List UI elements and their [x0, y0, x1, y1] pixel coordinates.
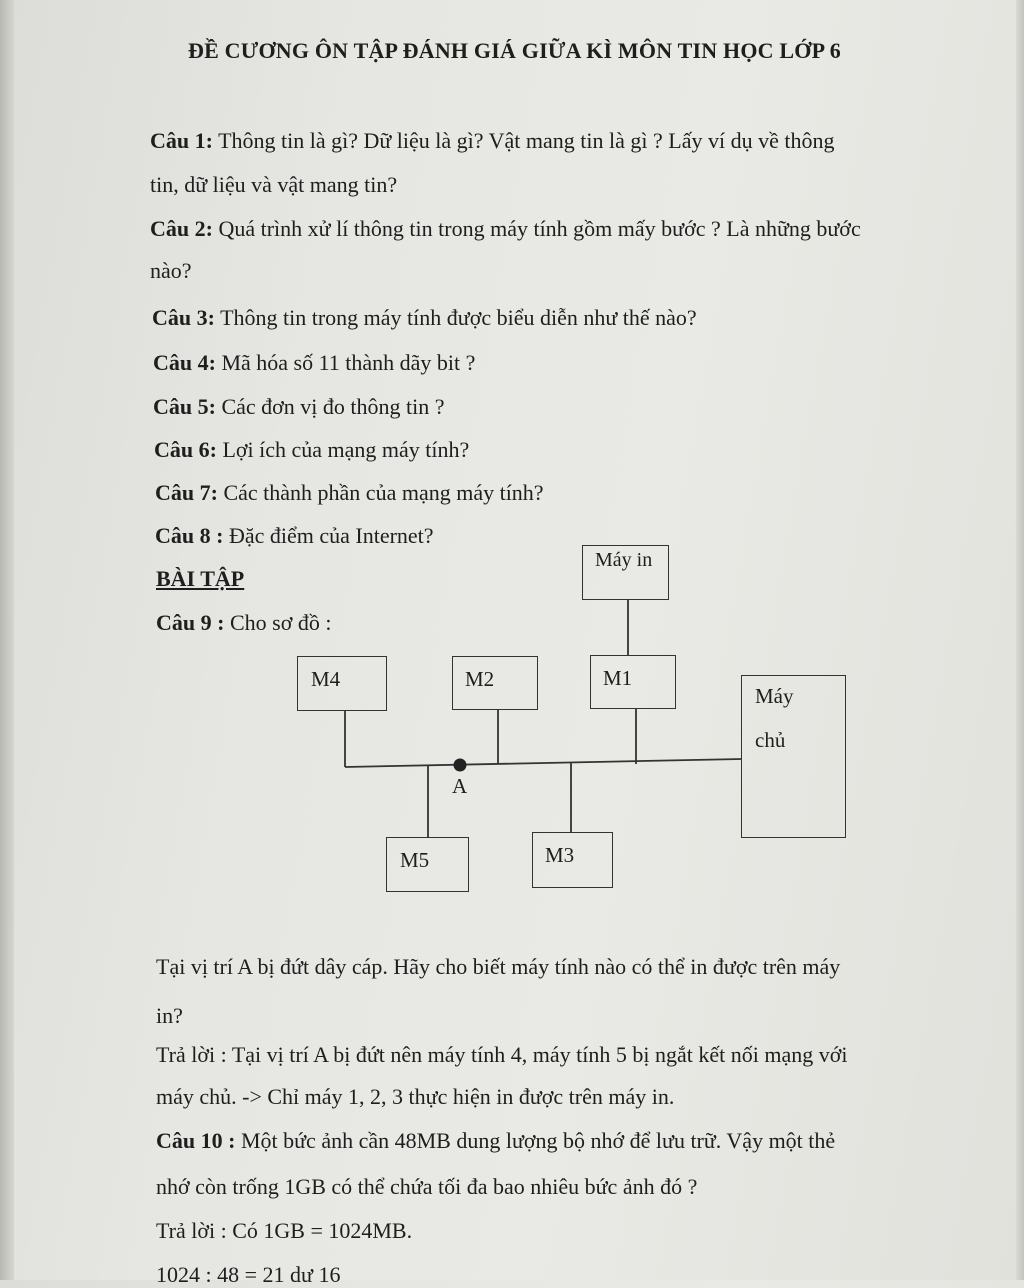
question-1-line-1 [150, 128, 834, 154]
printer-box [582, 545, 669, 600]
m4-box [297, 656, 387, 711]
question-label: Câu 9 : [156, 610, 225, 635]
question-text: Lợi ích của mạng máy tính? [222, 437, 470, 462]
server-label-line-2: chủ [755, 728, 786, 752]
question-label: Câu 6: [154, 437, 217, 462]
question-10-line-1 [156, 1128, 835, 1154]
question-text: Một bức ảnh cần 48MB dung lượng bộ nhớ để lưu trữ. Vậy một thẻ [240, 1128, 836, 1153]
question-2-line-2: nào? [150, 258, 192, 283]
question-9-intro [156, 610, 331, 636]
break-point-a [454, 759, 467, 772]
question-4 [153, 350, 475, 376]
page-edge [1016, 0, 1024, 1280]
question-7 [155, 480, 544, 506]
document-title: ĐỀ CƯƠNG ÔN TẬP ĐÁNH GIÁ GIỮA KÌ MÔN TIN HỌC LỚP 6 [188, 38, 841, 63]
m2-box [452, 656, 538, 710]
answer-10-line-1: Trả lời : Có 1GB = 1024MB. [156, 1218, 413, 1243]
question-label: Câu 8 : [155, 523, 224, 548]
server-label-line-1: Máy [755, 684, 794, 708]
answer-9-line-1: Trả lời : Tại vị trí A bị đứt nên máy tính 4, máy tính 5 bị ngắt kết nối mạng với [156, 1042, 848, 1067]
question-label: Câu 10 : [156, 1128, 236, 1153]
question-text: Các thành phần của mạng máy tính? [223, 480, 544, 505]
question-8 [155, 523, 434, 549]
question-label: Câu 7: [155, 480, 218, 505]
m4-label: M4 [311, 667, 341, 691]
question-text: Quá trình xử lí thông tin trong máy tính gồm mấy bước ? Là những bước [218, 216, 861, 241]
question-9-line-2: in? [156, 1003, 183, 1028]
printer-label: Máy in [595, 549, 653, 571]
question-label: Câu 2: [150, 216, 213, 241]
question-text: Cho sơ đồ : [229, 610, 332, 635]
answer-9-line-2: máy chủ. -> Chỉ máy 1, 2, 3 thực hiện in được trên máy in. [156, 1084, 675, 1109]
m2-label: M2 [465, 667, 495, 691]
exercise-heading: BÀI TẬP [156, 566, 245, 591]
m3-label: M3 [545, 843, 575, 867]
question-text: Mã hóa số 11 thành dãy bit ? [221, 350, 476, 375]
question-2-line-1 [150, 216, 861, 242]
m3-box [532, 832, 613, 888]
answer-10-line-2-cut: 1024 : 48 = 21 dư 16 [156, 1262, 341, 1287]
question-text: Đặc điểm của Internet? [228, 523, 434, 548]
question-6 [154, 437, 469, 463]
m5-box [386, 837, 469, 892]
question-text: Thông tin là gì? Dữ liệu là gì? Vật mang tin là gì ? Lấy ví dụ về thông [218, 128, 835, 153]
page-edge [0, 0, 14, 1280]
question-text: Các đơn vị đo thông tin ? [221, 394, 445, 419]
question-1-line-2: tin, dữ liệu và vật mang tin? [150, 172, 398, 197]
question-10-line-2: nhớ còn trống 1GB có thể chứa tối đa bao nhiêu bức ảnh đó ? [156, 1174, 698, 1199]
question-label: Câu 1: [150, 128, 213, 153]
m5-label: M5 [400, 848, 430, 872]
question-3 [152, 305, 697, 331]
question-text: Thông tin trong máy tính được biểu diễn như thế nào? [220, 305, 697, 330]
question-9-line-1: Tại vị trí A bị đứt dây cáp. Hãy cho biết máy tính nào có thể in được trên máy [156, 954, 841, 979]
question-5 [153, 394, 445, 420]
server-box [741, 675, 846, 838]
bus-cable [345, 759, 742, 767]
point-a-label: A [452, 774, 468, 798]
question-label: Câu 4: [153, 350, 216, 375]
question-label: Câu 5: [153, 394, 216, 419]
question-label: Câu 3: [152, 305, 215, 330]
m1-label: M1 [603, 666, 633, 690]
m1-box [590, 655, 676, 709]
